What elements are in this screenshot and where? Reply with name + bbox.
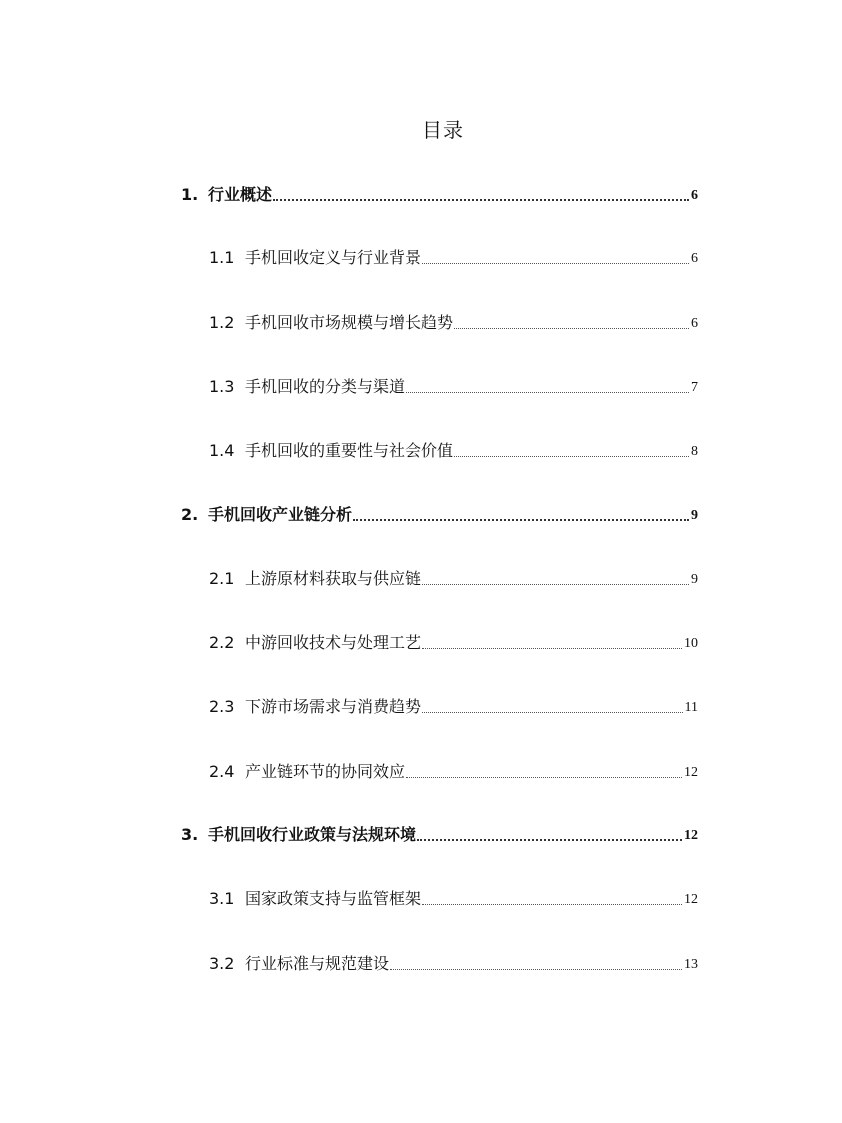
- toc-entry-1-1[interactable]: [209, 246, 698, 268]
- toc-entry-text: 产业链环节的协同效应: [245, 762, 406, 781]
- toc-page-number: 6: [691, 251, 698, 266]
- toc-page-number: 7: [691, 380, 698, 395]
- toc-entry-2[interactable]: [181, 503, 698, 525]
- dot-leader: [406, 776, 682, 778]
- toc-entry-number: 1.3: [209, 377, 235, 396]
- toc-page-number: 6: [691, 316, 698, 331]
- toc-entry-text: 行业概述: [208, 185, 273, 204]
- toc-entry-number: 3.1: [209, 889, 235, 908]
- toc-entry-2-3[interactable]: [209, 695, 698, 717]
- toc-entry-1[interactable]: [181, 183, 698, 205]
- dot-leader: [422, 262, 689, 264]
- toc-page-number: 6: [691, 188, 698, 203]
- toc-entry-number: 1.2: [209, 313, 235, 332]
- toc-entry-text: 上游原材料获取与供应链: [245, 569, 422, 588]
- dot-leader: [454, 327, 689, 329]
- dot-leader: [454, 455, 689, 457]
- toc-entry-text: 手机回收定义与行业背景: [245, 248, 422, 267]
- toc-entry-text: 手机回收行业政策与法规环境: [208, 825, 417, 844]
- toc-page-number: 9: [691, 572, 698, 587]
- toc-page-number: 12: [684, 765, 698, 780]
- dot-leader: [422, 647, 682, 649]
- toc-entry-number: 1.1: [209, 248, 235, 267]
- page-title: 目录: [422, 118, 464, 142]
- toc-entry-3-2[interactable]: [209, 952, 698, 974]
- dot-leader: [417, 838, 682, 841]
- dot-leader: [422, 583, 689, 585]
- toc-entry-number: 2.1: [209, 569, 235, 588]
- toc-entry-text: 行业标准与规范建设: [245, 954, 390, 973]
- toc-entry-1-2[interactable]: [209, 311, 698, 333]
- toc-page-number: 13: [684, 957, 698, 972]
- toc-page-number: 9: [691, 508, 698, 523]
- toc-entry-number: 1.: [181, 185, 199, 204]
- dot-leader: [422, 903, 682, 905]
- dot-leader: [273, 198, 689, 201]
- toc-entry-number: 2.3: [209, 697, 235, 716]
- toc-entry-text: 手机回收产业链分析: [208, 505, 353, 524]
- toc-entry-3[interactable]: [181, 823, 698, 845]
- toc-page-number: 8: [691, 444, 698, 459]
- dot-leader: [390, 968, 682, 970]
- toc-entry-text: 国家政策支持与监管框架: [245, 889, 422, 908]
- toc-entry-number: 3.: [181, 825, 199, 844]
- toc-entry-1-4[interactable]: [209, 439, 698, 461]
- toc-entry-2-1[interactable]: [209, 567, 698, 589]
- toc-page-number: 10: [684, 636, 698, 651]
- dot-leader: [422, 711, 683, 713]
- toc-entry-number: 2.: [181, 505, 199, 524]
- toc-entry-text: 手机回收的分类与渠道: [245, 377, 406, 396]
- toc-page-number: 12: [684, 828, 698, 843]
- dot-leader: [406, 391, 689, 393]
- toc-entry-text: 手机回收的重要性与社会价值: [245, 441, 454, 460]
- toc-entry-number: 2.2: [209, 633, 235, 652]
- toc-entry-2-2[interactable]: [209, 631, 698, 653]
- toc-entry-number: 2.4: [209, 762, 235, 781]
- toc-entry-text: 下游市场需求与消费趋势: [245, 697, 422, 716]
- toc-entry-1-3[interactable]: [209, 375, 698, 397]
- toc-entry-number: 3.2: [209, 954, 235, 973]
- toc-page-number: 12: [684, 892, 698, 907]
- toc-entry-text: 中游回收技术与处理工艺: [245, 633, 422, 652]
- toc-entry-2-4[interactable]: [209, 760, 698, 782]
- toc-page-number: 11: [684, 700, 698, 715]
- dot-leader: [353, 518, 689, 521]
- toc-entry-3-1[interactable]: [209, 887, 698, 909]
- toc-entry-number: 1.4: [209, 441, 235, 460]
- toc-entry-text: 手机回收市场规模与增长趋势: [245, 313, 454, 332]
